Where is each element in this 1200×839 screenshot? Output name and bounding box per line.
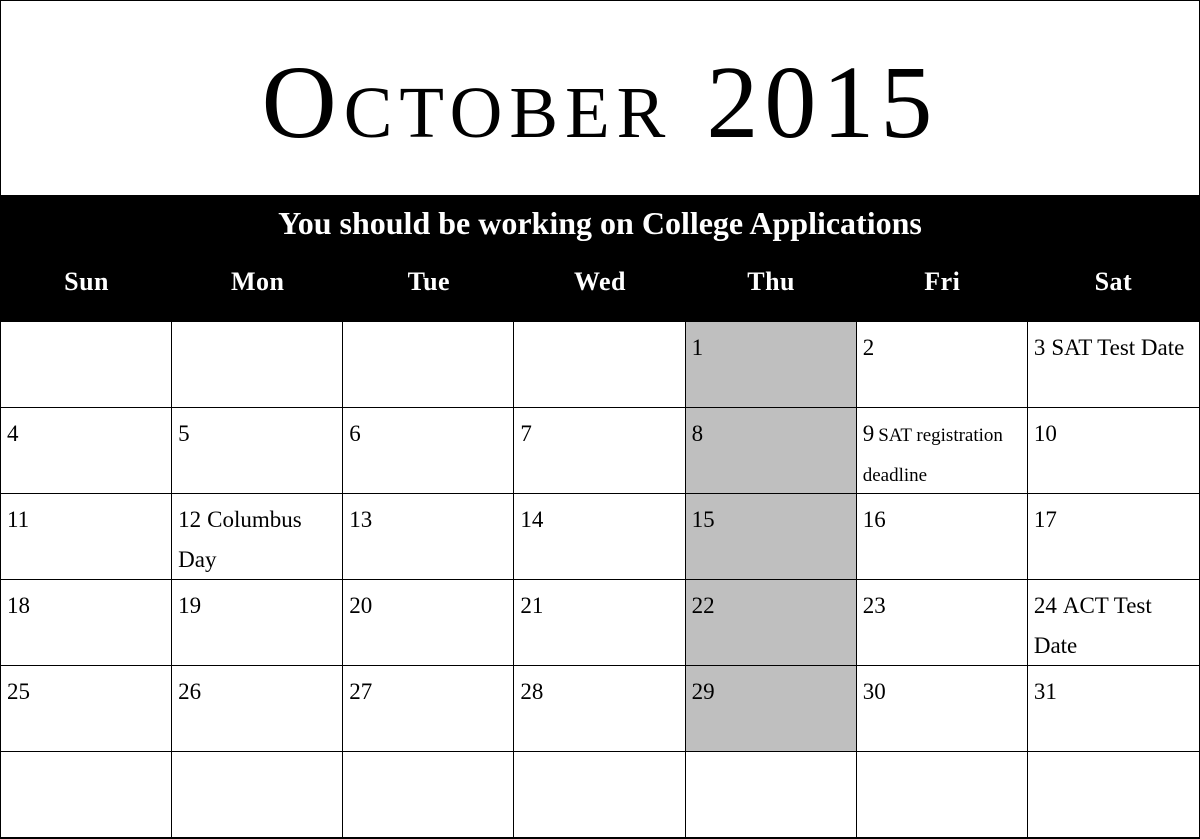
day-cell[interactable] [514, 408, 685, 494]
day-event: SAT Test Date [1051, 335, 1185, 360]
day-number: 26 [178, 679, 202, 704]
day-cell[interactable] [1, 666, 172, 752]
day-cell[interactable] [686, 666, 857, 752]
day-cell[interactable] [343, 408, 514, 494]
day-cell[interactable] [1028, 666, 1199, 752]
day-number: 29 [691, 679, 715, 704]
day-cell[interactable] [514, 494, 685, 580]
day-number: 19 [178, 593, 202, 618]
day-cell[interactable] [172, 666, 343, 752]
day-cell[interactable] [172, 322, 343, 408]
day-cell[interactable] [343, 752, 514, 838]
day-cell[interactable] [1028, 408, 1199, 494]
page-title [262, 43, 939, 162]
calendar-grid [1, 322, 1199, 838]
day-cell[interactable] [857, 752, 1028, 838]
day-cell[interactable] [1, 494, 172, 580]
day-number: 15 [691, 507, 715, 532]
day-number: 12 [178, 507, 202, 532]
year-title: 2015 [706, 44, 939, 160]
day-cell[interactable] [514, 322, 685, 408]
day-number: 13 [349, 507, 373, 532]
weekday-wed: Wed [573, 267, 627, 296]
day-number: 23 [862, 593, 886, 618]
day-cell[interactable] [686, 408, 857, 494]
day-cell[interactable] [857, 666, 1028, 752]
day-cell[interactable] [686, 494, 857, 580]
day-cell[interactable] [857, 580, 1028, 666]
weekday-header-row [1, 267, 1199, 297]
day-cell[interactable] [514, 752, 685, 838]
day-event: ACT Test Date [1033, 593, 1152, 658]
day-number: 4 [7, 421, 19, 446]
day-cell[interactable] [686, 580, 857, 666]
header-band [1, 195, 1199, 322]
day-number: 3 [1033, 335, 1046, 360]
day-number: 11 [7, 507, 30, 532]
day-number: 8 [691, 421, 704, 446]
day-cell[interactable] [686, 752, 857, 838]
day-cell[interactable] [857, 494, 1028, 580]
day-number: 7 [520, 421, 532, 446]
day-event: SAT registration deadline [862, 425, 1003, 486]
day-cell[interactable] [1028, 322, 1199, 408]
calendar-subtitle: You should be working on College Applications [278, 205, 922, 241]
weekday-sun: Sun [64, 267, 110, 296]
day-number: 31 [1033, 679, 1057, 704]
day-number: 28 [520, 679, 544, 704]
day-cell[interactable] [1, 752, 172, 838]
day-number: 25 [7, 679, 30, 704]
day-number: 22 [691, 593, 715, 618]
day-number: 18 [7, 593, 30, 618]
day-cell[interactable] [172, 494, 343, 580]
day-number: 10 [1033, 421, 1057, 446]
weekday-fri: Fri [924, 267, 961, 296]
title-area [1, 1, 1199, 195]
day-cell[interactable] [1, 408, 172, 494]
day-cell[interactable] [172, 752, 343, 838]
day-cell[interactable] [1, 580, 172, 666]
weekday-thu: Thu [747, 267, 796, 296]
day-number: 16 [862, 507, 886, 532]
day-cell[interactable] [343, 580, 514, 666]
day-number: 17 [1033, 507, 1057, 532]
day-number: 9 [862, 421, 875, 446]
day-number: 2 [862, 335, 875, 360]
day-cell[interactable] [172, 408, 343, 494]
day-number: 1 [691, 335, 704, 360]
day-number: 24 [1033, 593, 1057, 618]
day-cell[interactable] [1, 322, 172, 408]
day-cell[interactable] [343, 322, 514, 408]
day-cell[interactable] [343, 666, 514, 752]
day-cell[interactable] [514, 580, 685, 666]
day-cell[interactable] [857, 408, 1028, 494]
month-title: October [261, 44, 673, 160]
day-cell[interactable] [1028, 580, 1199, 666]
day-event: Columbus Day [178, 507, 302, 572]
day-number: 30 [862, 679, 886, 704]
day-number: 20 [349, 593, 373, 618]
day-cell[interactable] [686, 322, 857, 408]
weekday-sat: Sat [1094, 267, 1133, 296]
weekday-mon: Mon [230, 267, 285, 296]
day-cell[interactable] [1028, 494, 1199, 580]
day-number: 6 [349, 421, 361, 446]
weekday-tue: Tue [407, 267, 451, 296]
day-number: 5 [178, 421, 190, 446]
day-cell[interactable] [343, 494, 514, 580]
day-number: 21 [520, 593, 544, 618]
day-cell[interactable] [514, 666, 685, 752]
day-number: 27 [349, 679, 373, 704]
day-cell[interactable] [1028, 752, 1199, 838]
day-number: 14 [520, 507, 544, 532]
day-cell[interactable] [857, 322, 1028, 408]
day-cell[interactable] [172, 580, 343, 666]
